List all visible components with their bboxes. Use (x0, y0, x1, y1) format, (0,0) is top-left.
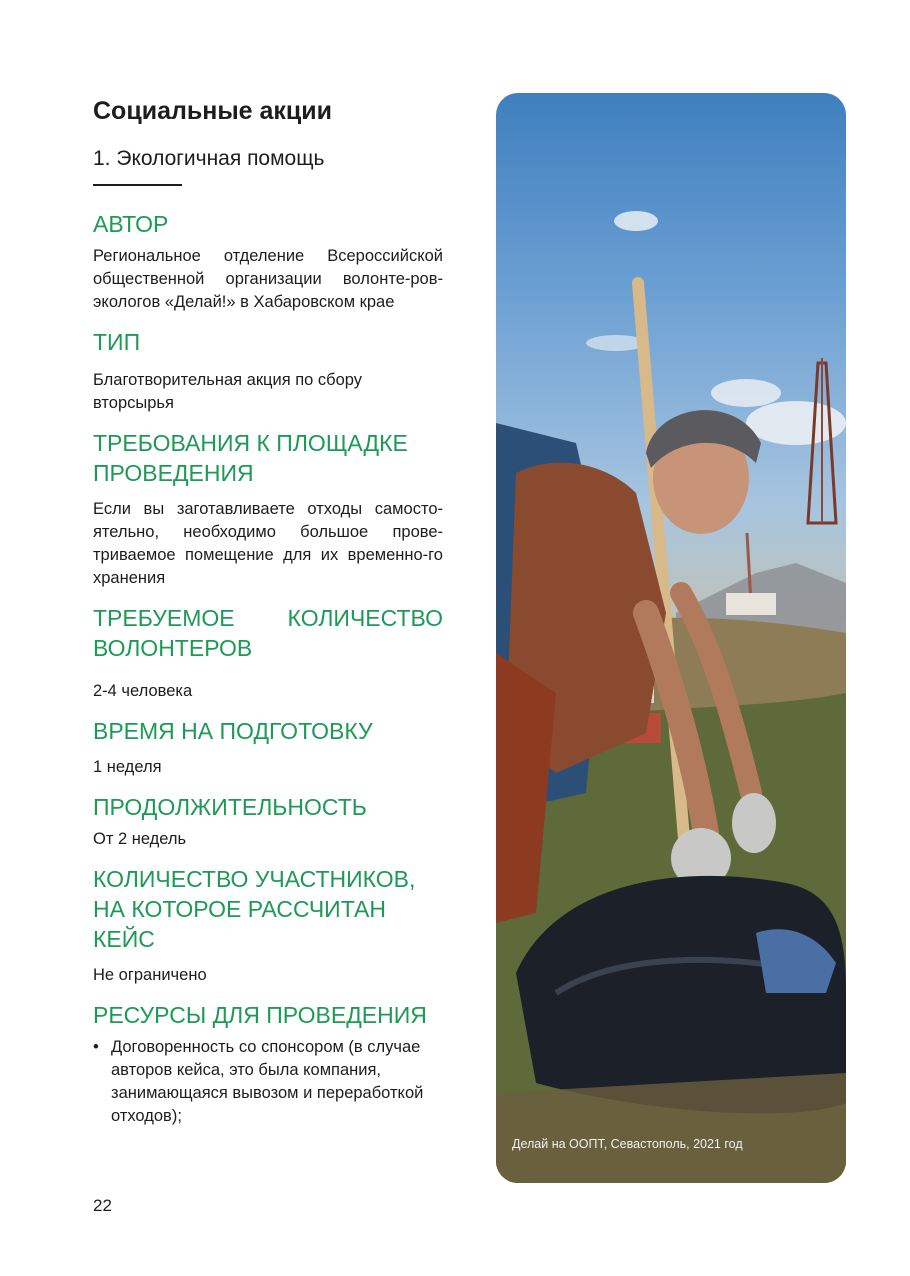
section-venue-title-line2: ПРОВЕДЕНИЯ (93, 460, 254, 486)
section-author-text: Региональное отделение Всероссийской общественной организации волонте-ров-экологов «Делай!» в Хабаровском крае (93, 247, 443, 311)
section-prep-text: 1 неделя (93, 758, 162, 776)
section-resources-title: РЕСУРСЫ ДЛЯ ПРОВЕДЕНИЯ (93, 1002, 427, 1028)
section-participants-text: Не ограничено (93, 966, 207, 984)
page-title: Социальные акции (93, 97, 333, 125)
section-volunteers-text: 2-4 человека (93, 682, 193, 700)
volunteer-photo (496, 93, 846, 1183)
section-volunteers-title-line1: ТРЕБУЕМОЕ КОЛИЧЕСТВО (93, 605, 443, 631)
text-column (93, 94, 443, 1128)
section-prep-title: ВРЕМЯ НА ПОДГОТОВКУ (93, 718, 373, 744)
section-duration (93, 792, 443, 851)
page-number: 22 (93, 1196, 112, 1215)
page-subtitle: 1. Экологичная помощь (93, 147, 325, 170)
section-venue-text: Если вы заготавливаете отходы самосто-ятельно, необходимо большое прове-триваемое помещение для их временно-го хранения (93, 500, 443, 587)
section-prep (93, 716, 443, 779)
resources-list (93, 1036, 443, 1128)
section-participants-title-line1: КОЛИЧЕСТВО УЧАСТНИКОВ, (93, 866, 416, 892)
title-divider (93, 184, 182, 186)
photo-illustration (496, 93, 846, 1183)
photo-caption: Делай на ООПТ, Севастополь, 2021 год (512, 1137, 743, 1151)
section-participants (93, 864, 443, 987)
section-author (93, 209, 443, 314)
section-venue (93, 428, 443, 590)
section-volunteers (93, 603, 443, 703)
section-duration-title: ПРОДОЛЖИТЕЛЬНОСТЬ (93, 794, 367, 820)
section-venue-title-line1: ТРЕБОВАНИЯ К ПЛОЩАДКЕ (93, 430, 408, 456)
section-type-title: ТИП (93, 329, 141, 355)
section-participants-title-line2: НА КОТОРОЕ РАССЧИТАН (93, 896, 386, 922)
section-type-text: Благотворительная акция по сбору вторсырья (93, 371, 363, 412)
section-volunteers-title-line2: ВОЛОНТЕРОВ (93, 635, 253, 661)
section-duration-text: От 2 недель (93, 830, 187, 848)
list-item: • Договоренность со спонсором (в случае авторов кейса, это была компания, занимающаяся вывозом и переработкой отходов); (93, 1036, 443, 1128)
section-author-title: АВТОР (93, 211, 169, 237)
section-participants-title-line3: КЕЙС (93, 926, 155, 952)
section-type (93, 327, 443, 415)
section-resources (93, 1000, 443, 1128)
